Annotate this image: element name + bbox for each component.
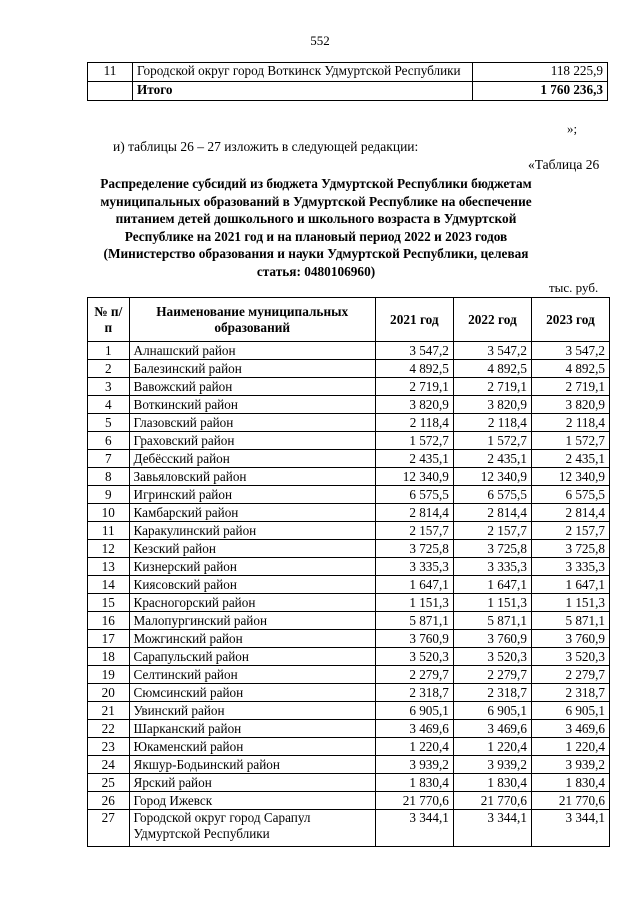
value-2022: 3 760,9 bbox=[453, 630, 531, 648]
row-number: 12 bbox=[88, 540, 130, 558]
value-2021: 1 151,3 bbox=[375, 594, 453, 612]
row-number: 10 bbox=[88, 504, 130, 522]
table-row bbox=[88, 504, 610, 522]
total-label: Итого bbox=[133, 82, 473, 101]
value-2021: 5 871,1 bbox=[375, 612, 453, 630]
table-row bbox=[88, 738, 610, 756]
value-2022: 1 647,1 bbox=[453, 576, 531, 594]
row-value: 118 225,9 bbox=[472, 63, 607, 82]
row-number: 19 bbox=[88, 666, 130, 684]
value-2022: 6 905,1 bbox=[453, 702, 531, 720]
header-num: № п/п bbox=[88, 298, 130, 342]
closing-quote: »; bbox=[567, 121, 578, 136]
municipality-name: Балезинский район bbox=[129, 360, 375, 378]
row-number: 25 bbox=[88, 774, 130, 792]
value-2022: 3 547,2 bbox=[453, 342, 531, 360]
row-number: 8 bbox=[88, 468, 130, 486]
table-row bbox=[88, 612, 610, 630]
value-2021: 12 340,9 bbox=[375, 468, 453, 486]
value-2022: 2 435,1 bbox=[453, 450, 531, 468]
value-2022: 2 719,1 bbox=[453, 378, 531, 396]
row-number: 26 bbox=[88, 792, 130, 810]
municipality-name: Вавожский район bbox=[129, 378, 375, 396]
municipality-name: Селтинский район bbox=[129, 666, 375, 684]
municipality-name: Юкаменский район bbox=[129, 738, 375, 756]
row-number bbox=[88, 82, 133, 101]
value-2021: 2 318,7 bbox=[375, 684, 453, 702]
municipality-name: Игринский район bbox=[129, 486, 375, 504]
value-2023: 2 318,7 bbox=[531, 684, 609, 702]
municipality-name: Камбарский район bbox=[129, 504, 375, 522]
municipality-name: Шарканский район bbox=[129, 720, 375, 738]
value-2023: 2 157,7 bbox=[531, 522, 609, 540]
table-header-row bbox=[88, 298, 610, 342]
table-row bbox=[88, 468, 610, 486]
value-2021: 3 760,9 bbox=[375, 630, 453, 648]
row-number: 17 bbox=[88, 630, 130, 648]
row-number: 5 bbox=[88, 414, 130, 432]
row-number: 9 bbox=[88, 486, 130, 504]
value-2021: 2 719,1 bbox=[375, 378, 453, 396]
value-2021: 2 435,1 bbox=[375, 450, 453, 468]
municipality-name: Граховский район bbox=[129, 432, 375, 450]
table-row bbox=[88, 648, 610, 666]
value-2021: 3 344,1 bbox=[375, 810, 453, 847]
table-row bbox=[88, 594, 610, 612]
table-row bbox=[88, 666, 610, 684]
table-row bbox=[88, 702, 610, 720]
value-2022: 21 770,6 bbox=[453, 792, 531, 810]
table-row bbox=[88, 414, 610, 432]
table-row bbox=[88, 720, 610, 738]
value-2021: 1 830,4 bbox=[375, 774, 453, 792]
row-number: 23 bbox=[88, 738, 130, 756]
value-2021: 21 770,6 bbox=[375, 792, 453, 810]
municipality-name: Кизнерский район bbox=[129, 558, 375, 576]
value-2022: 1 830,4 bbox=[453, 774, 531, 792]
value-2022: 1 151,3 bbox=[453, 594, 531, 612]
value-2022: 6 575,5 bbox=[453, 486, 531, 504]
page-number: 552 bbox=[310, 33, 330, 48]
value-2022: 2 118,4 bbox=[453, 414, 531, 432]
header-name: Наименование муниципальных образований bbox=[129, 298, 375, 342]
municipality-name: Ярский район bbox=[129, 774, 375, 792]
value-2022: 3 725,8 bbox=[453, 540, 531, 558]
value-2021: 1 572,7 bbox=[375, 432, 453, 450]
header-2023: 2023 год bbox=[531, 298, 609, 342]
row-number: 14 bbox=[88, 576, 130, 594]
table-row bbox=[88, 432, 610, 450]
total-row bbox=[88, 82, 608, 101]
value-2021: 3 520,3 bbox=[375, 648, 453, 666]
value-2021: 3 939,2 bbox=[375, 756, 453, 774]
value-2022: 3 335,3 bbox=[453, 558, 531, 576]
value-2023: 3 520,3 bbox=[531, 648, 609, 666]
row-number: 3 bbox=[88, 378, 130, 396]
table-row bbox=[88, 540, 610, 558]
value-2021: 2 814,4 bbox=[375, 504, 453, 522]
municipality-name: Увинский район bbox=[129, 702, 375, 720]
value-2023: 2 435,1 bbox=[531, 450, 609, 468]
table-row bbox=[88, 756, 610, 774]
value-2021: 3 820,9 bbox=[375, 396, 453, 414]
municipality-name: Малопургинский район bbox=[129, 612, 375, 630]
table-row bbox=[88, 450, 610, 468]
table-row bbox=[88, 486, 610, 504]
value-2022: 1 572,7 bbox=[453, 432, 531, 450]
value-2023: 2 279,7 bbox=[531, 666, 609, 684]
value-2023: 3 335,3 bbox=[531, 558, 609, 576]
value-2021: 3 335,3 bbox=[375, 558, 453, 576]
value-2023: 1 220,4 bbox=[531, 738, 609, 756]
value-2023: 21 770,6 bbox=[531, 792, 609, 810]
value-2023: 1 572,7 bbox=[531, 432, 609, 450]
value-2021: 1 220,4 bbox=[375, 738, 453, 756]
row-number: 20 bbox=[88, 684, 130, 702]
value-2022: 3 939,2 bbox=[453, 756, 531, 774]
value-2023: 12 340,9 bbox=[531, 468, 609, 486]
municipality-name: Сарапульский район bbox=[129, 648, 375, 666]
row-number: 1 bbox=[88, 342, 130, 360]
table-heading: Распределение субсидий из бюджета Удмуртской Республики бюджетам муниципальных образований в Удмуртской Республике на обеспечение питанием детей дошкольного и школьного возраста в Удмуртской Республике на 2021 год и на плановый период 2022 и 2023 годов (Министерство образования и науки Удмуртской Республики, целевая статья: 0480106960) bbox=[100, 176, 532, 279]
table-row bbox=[88, 630, 610, 648]
value-2021: 6 575,5 bbox=[375, 486, 453, 504]
table-row bbox=[88, 558, 610, 576]
municipality-name: Сюмсинский район bbox=[129, 684, 375, 702]
municipality-name: Алнашский район bbox=[129, 342, 375, 360]
municipality-name: Дебёсский район bbox=[129, 450, 375, 468]
value-2021: 6 905,1 bbox=[375, 702, 453, 720]
row-number: 22 bbox=[88, 720, 130, 738]
table-body bbox=[88, 342, 610, 847]
value-2023: 3 939,2 bbox=[531, 756, 609, 774]
value-2023: 2 118,4 bbox=[531, 414, 609, 432]
municipality-name: Городской округ город Сарапул Удмуртской Республики bbox=[129, 810, 375, 847]
table-row bbox=[88, 774, 610, 792]
table-row bbox=[88, 810, 610, 847]
value-2022: 4 892,5 bbox=[453, 360, 531, 378]
municipality-name: Каракулинский район bbox=[129, 522, 375, 540]
table-row bbox=[88, 378, 610, 396]
value-2021: 2 118,4 bbox=[375, 414, 453, 432]
value-2023: 3 547,2 bbox=[531, 342, 609, 360]
subsidy-table bbox=[87, 297, 610, 847]
value-2022: 2 157,7 bbox=[453, 522, 531, 540]
value-2023: 4 892,5 bbox=[531, 360, 609, 378]
municipality-name: Воткинский район bbox=[129, 396, 375, 414]
value-2023: 6 905,1 bbox=[531, 702, 609, 720]
municipality-name: Город Ижевск bbox=[129, 792, 375, 810]
total-value: 1 760 236,3 bbox=[472, 82, 607, 101]
row-number: 11 bbox=[88, 63, 133, 82]
row-number: 13 bbox=[88, 558, 130, 576]
municipality-name: Глазовский район bbox=[129, 414, 375, 432]
table-row bbox=[88, 396, 610, 414]
value-2021: 3 725,8 bbox=[375, 540, 453, 558]
value-2022: 1 220,4 bbox=[453, 738, 531, 756]
value-2021: 2 157,7 bbox=[375, 522, 453, 540]
value-2021: 2 279,7 bbox=[375, 666, 453, 684]
table-row bbox=[88, 342, 610, 360]
previous-table-end bbox=[87, 62, 608, 101]
value-2021: 1 647,1 bbox=[375, 576, 453, 594]
row-number: 4 bbox=[88, 396, 130, 414]
row-number: 21 bbox=[88, 702, 130, 720]
value-2023: 2 814,4 bbox=[531, 504, 609, 522]
value-2022: 3 520,3 bbox=[453, 648, 531, 666]
value-2023: 5 871,1 bbox=[531, 612, 609, 630]
header-2021: 2021 год bbox=[375, 298, 453, 342]
value-2021: 4 892,5 bbox=[375, 360, 453, 378]
value-2023: 3 344,1 bbox=[531, 810, 609, 847]
row-number: 24 bbox=[88, 756, 130, 774]
row-number: 27 bbox=[88, 810, 130, 847]
row-number: 16 bbox=[88, 612, 130, 630]
value-2022: 3 344,1 bbox=[453, 810, 531, 847]
value-2021: 3 469,6 bbox=[375, 720, 453, 738]
municipality-name: Завьяловский район bbox=[129, 468, 375, 486]
table-row bbox=[88, 684, 610, 702]
row-number: 18 bbox=[88, 648, 130, 666]
value-2023: 6 575,5 bbox=[531, 486, 609, 504]
value-2023: 1 830,4 bbox=[531, 774, 609, 792]
value-2023: 3 725,8 bbox=[531, 540, 609, 558]
value-2022: 5 871,1 bbox=[453, 612, 531, 630]
row-number: 7 bbox=[88, 450, 130, 468]
table-label: «Таблица 26 bbox=[528, 157, 600, 172]
table-row bbox=[88, 360, 610, 378]
value-2022: 2 318,7 bbox=[453, 684, 531, 702]
row-number: 6 bbox=[88, 432, 130, 450]
value-2023: 3 760,9 bbox=[531, 630, 609, 648]
value-2021: 3 547,2 bbox=[375, 342, 453, 360]
row-number: 11 bbox=[88, 522, 130, 540]
value-2022: 12 340,9 bbox=[453, 468, 531, 486]
value-2023: 3 820,9 bbox=[531, 396, 609, 414]
header-2022: 2022 год bbox=[453, 298, 531, 342]
municipality-name: Можгинский район bbox=[129, 630, 375, 648]
value-2023: 1 151,3 bbox=[531, 594, 609, 612]
municipality-name: Красногорский район bbox=[129, 594, 375, 612]
municipality-name: Якшур-Бодьинский район bbox=[129, 756, 375, 774]
value-2023: 2 719,1 bbox=[531, 378, 609, 396]
instruction-text: и) таблицы 26 – 27 изложить в следующей редакции: bbox=[113, 139, 419, 154]
municipality-name: Киясовский район bbox=[129, 576, 375, 594]
value-2022: 3 820,9 bbox=[453, 396, 531, 414]
row-number: 2 bbox=[88, 360, 130, 378]
unit-label: тыс. руб. bbox=[549, 280, 599, 295]
table-row bbox=[88, 576, 610, 594]
row-name: Городской округ город Воткинск Удмуртской Республики bbox=[133, 63, 473, 82]
value-2023: 1 647,1 bbox=[531, 576, 609, 594]
value-2022: 2 814,4 bbox=[453, 504, 531, 522]
value-2023: 3 469,6 bbox=[531, 720, 609, 738]
table-row bbox=[88, 792, 610, 810]
row-number: 15 bbox=[88, 594, 130, 612]
table-row bbox=[88, 63, 608, 82]
municipality-name: Кезский район bbox=[129, 540, 375, 558]
value-2022: 2 279,7 bbox=[453, 666, 531, 684]
value-2022: 3 469,6 bbox=[453, 720, 531, 738]
table-row bbox=[88, 522, 610, 540]
